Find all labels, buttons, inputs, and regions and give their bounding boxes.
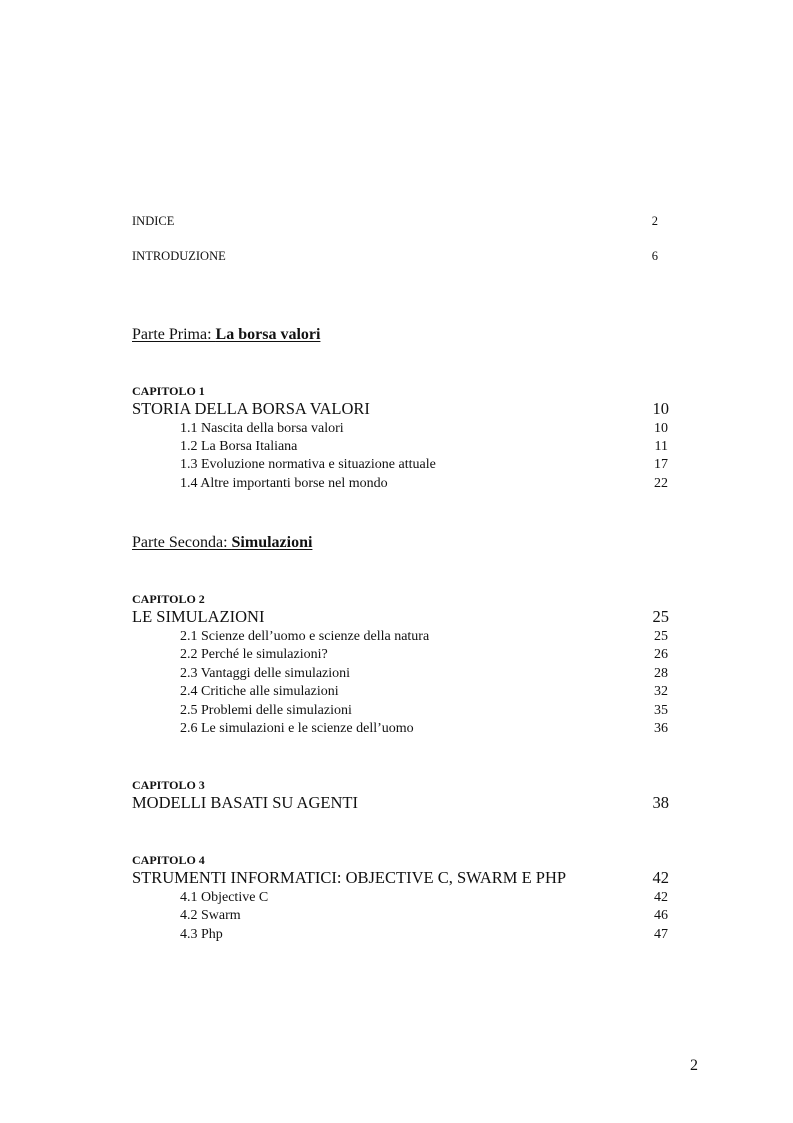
toc-section-page: 26 [654, 647, 668, 662]
toc-section: 2.3 Vantaggi delle simulazioni [180, 666, 351, 681]
toc-section-page: 17 [654, 457, 668, 472]
toc-section: 1.1 Nascita della borsa valori [180, 421, 344, 436]
toc-section: 2.4 Critiche alle simulazioni [180, 684, 339, 699]
toc-section-page: 22 [654, 476, 668, 491]
toc-entry-introduzione: INTRODUZIONE [132, 249, 226, 263]
toc-page-introduzione: 6 [651, 249, 658, 263]
toc-section-page: 10 [654, 421, 668, 436]
toc-section-page: 36 [654, 721, 668, 736]
part-title: La borsa valori [215, 326, 321, 343]
toc-section: 1.4 Altre importanti borse nel mondo [180, 476, 388, 491]
chapter-page-2: 25 [652, 607, 669, 626]
toc-section: 1.3 Evoluzione normativa e situazione attuale [180, 457, 436, 472]
toc-section: 4.1 Objective C [180, 890, 269, 905]
chapter-label-3: CAPITOLO 3 [132, 778, 205, 792]
toc-page-indice: 2 [651, 214, 658, 228]
chapter-page-1: 10 [652, 399, 669, 418]
toc-section-page: 35 [654, 703, 668, 718]
toc-section-page: 46 [654, 908, 668, 923]
chapter-label-2: CAPITOLO 2 [132, 592, 205, 606]
chapter-title-4: STRUMENTI INFORMATICI: OBJECTIVE C, SWARM E PHP [132, 868, 567, 887]
chapter-title-2: LE SIMULAZIONI [132, 607, 265, 626]
toc-entry-indice: INDICE [132, 214, 175, 228]
chapter-label-1: CAPITOLO 1 [132, 384, 205, 398]
part-heading-1 [132, 327, 320, 343]
part-heading-2 [132, 535, 312, 551]
toc-section: 4.2 Swarm [180, 908, 241, 923]
chapter-page-3: 38 [652, 793, 669, 812]
chapter-label-4: CAPITOLO 4 [132, 853, 205, 867]
toc-section-page: 28 [654, 666, 668, 681]
toc-section: 4.3 Php [180, 927, 223, 942]
toc-section-page: 32 [654, 684, 668, 699]
toc-section: 1.2 La Borsa Italiana [180, 439, 298, 454]
toc-section: 2.2 Perché le simulazioni? [180, 647, 328, 662]
toc-section-page: 11 [654, 439, 668, 454]
part-prefix: Parte Prima: [132, 326, 216, 343]
part-title: Simulazioni [231, 534, 313, 551]
chapter-page-4: 42 [652, 868, 669, 887]
page-number: 2 [690, 1057, 698, 1074]
toc-section: 2.5 Problemi delle simulazioni [180, 703, 352, 718]
chapter-title-1: STORIA DELLA BORSA VALORI [132, 399, 370, 418]
toc-section-page: 25 [654, 629, 668, 644]
toc-section-page: 47 [654, 927, 668, 942]
toc-section: 2.1 Scienze dell’uomo e scienze della natura [180, 629, 430, 644]
chapter-title-3: MODELLI BASATI SU AGENTI [132, 793, 358, 812]
part-prefix: Parte Seconda: [132, 534, 232, 551]
toc-section-page: 42 [654, 890, 668, 905]
toc-section: 2.6 Le simulazioni e le scienze dell’uomo [180, 721, 414, 736]
